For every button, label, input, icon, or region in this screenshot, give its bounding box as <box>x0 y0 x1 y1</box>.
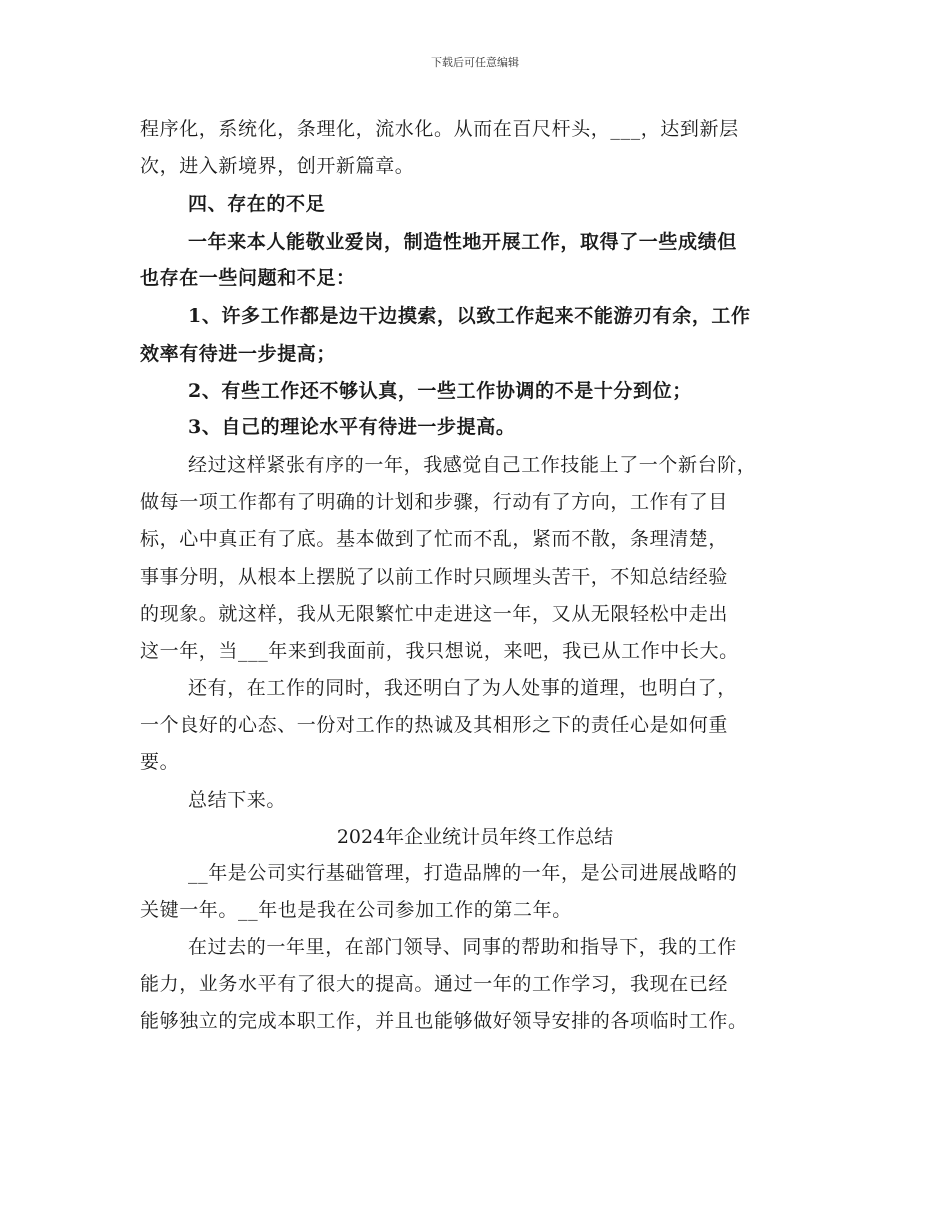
body-line: 次，进入新境界，创开新篇章。 <box>140 155 415 177</box>
list-item: 1、许多工作都是边干边摸索，以致工作起来不能游刃有余，工作 <box>188 305 751 327</box>
list-item: 2、有些工作还不够认真，一些工作协调的不是十分到位； <box>188 380 692 402</box>
body-line: 能够独立的完成本职工作，并且也能够做好领导安排的各项临时工作。 <box>140 1010 748 1032</box>
body-line: 程序化，系统化，条理化，流水化。从而在百尺杆头，___，达到新层 <box>140 118 739 140</box>
body-line: 总结下来。 <box>188 789 287 811</box>
section-heading: 四、存在的不足 <box>188 193 326 215</box>
document-title: 2024年企业统计员年终工作总结 <box>336 826 614 848</box>
body-line: 在过去的一年里，在部门领导、同事的帮助和指导下，我的工作 <box>188 936 737 958</box>
body-line: 这一年，当___年来到我面前，我只想说，来吧，我已从工作中长大。 <box>140 640 739 662</box>
list-item: 3、自己的理论水平有待进一步提高。 <box>188 416 516 438</box>
body-line: 经过这样紧张有序的一年，我感觉自己工作技能上了一个新台阶， <box>188 454 757 476</box>
body-line: 做每一项工作都有了明确的计划和步骤，行动有了方向，工作有了目 <box>140 491 729 513</box>
list-item-continuation: 效率有待进一步提高； <box>140 343 337 365</box>
body-line: 关键一年。__年也是我在公司参加工作的第二年。 <box>140 899 572 921</box>
body-line: 的现象。就这样，我从无限繁忙中走进这一年，又从无限轻松中走出 <box>140 603 729 625</box>
body-line: 事事分明，从根本上摆脱了以前工作时只顾埋头苦干，不知总结经验 <box>140 566 729 588</box>
page-header: 下载后可任意编辑 <box>431 56 519 69</box>
body-line: 一年来本人能敬业爱岗，制造性地开展工作，取得了一些成绩但 <box>188 231 737 253</box>
body-line: __年是公司实行基础管理，打造品牌的一年，是公司进展战略的 <box>188 862 738 884</box>
body-line: 一个良好的心态、一份对工作的热诚及其相形之下的责任心是如何重 <box>140 714 729 736</box>
body-line: 要。 <box>140 751 180 773</box>
body-line: 能力，业务水平有了很大的提高。通过一年的工作学习，我现在已经 <box>140 973 729 995</box>
body-line: 还有，在工作的同时，我还明白了为人处事的道理，也明白了， <box>188 677 737 699</box>
body-line: 标，心中真正有了底。基本做到了忙而不乱，紧而不散，条理清楚， <box>140 528 729 550</box>
body-line: 也存在一些问题和不足： <box>140 267 356 289</box>
